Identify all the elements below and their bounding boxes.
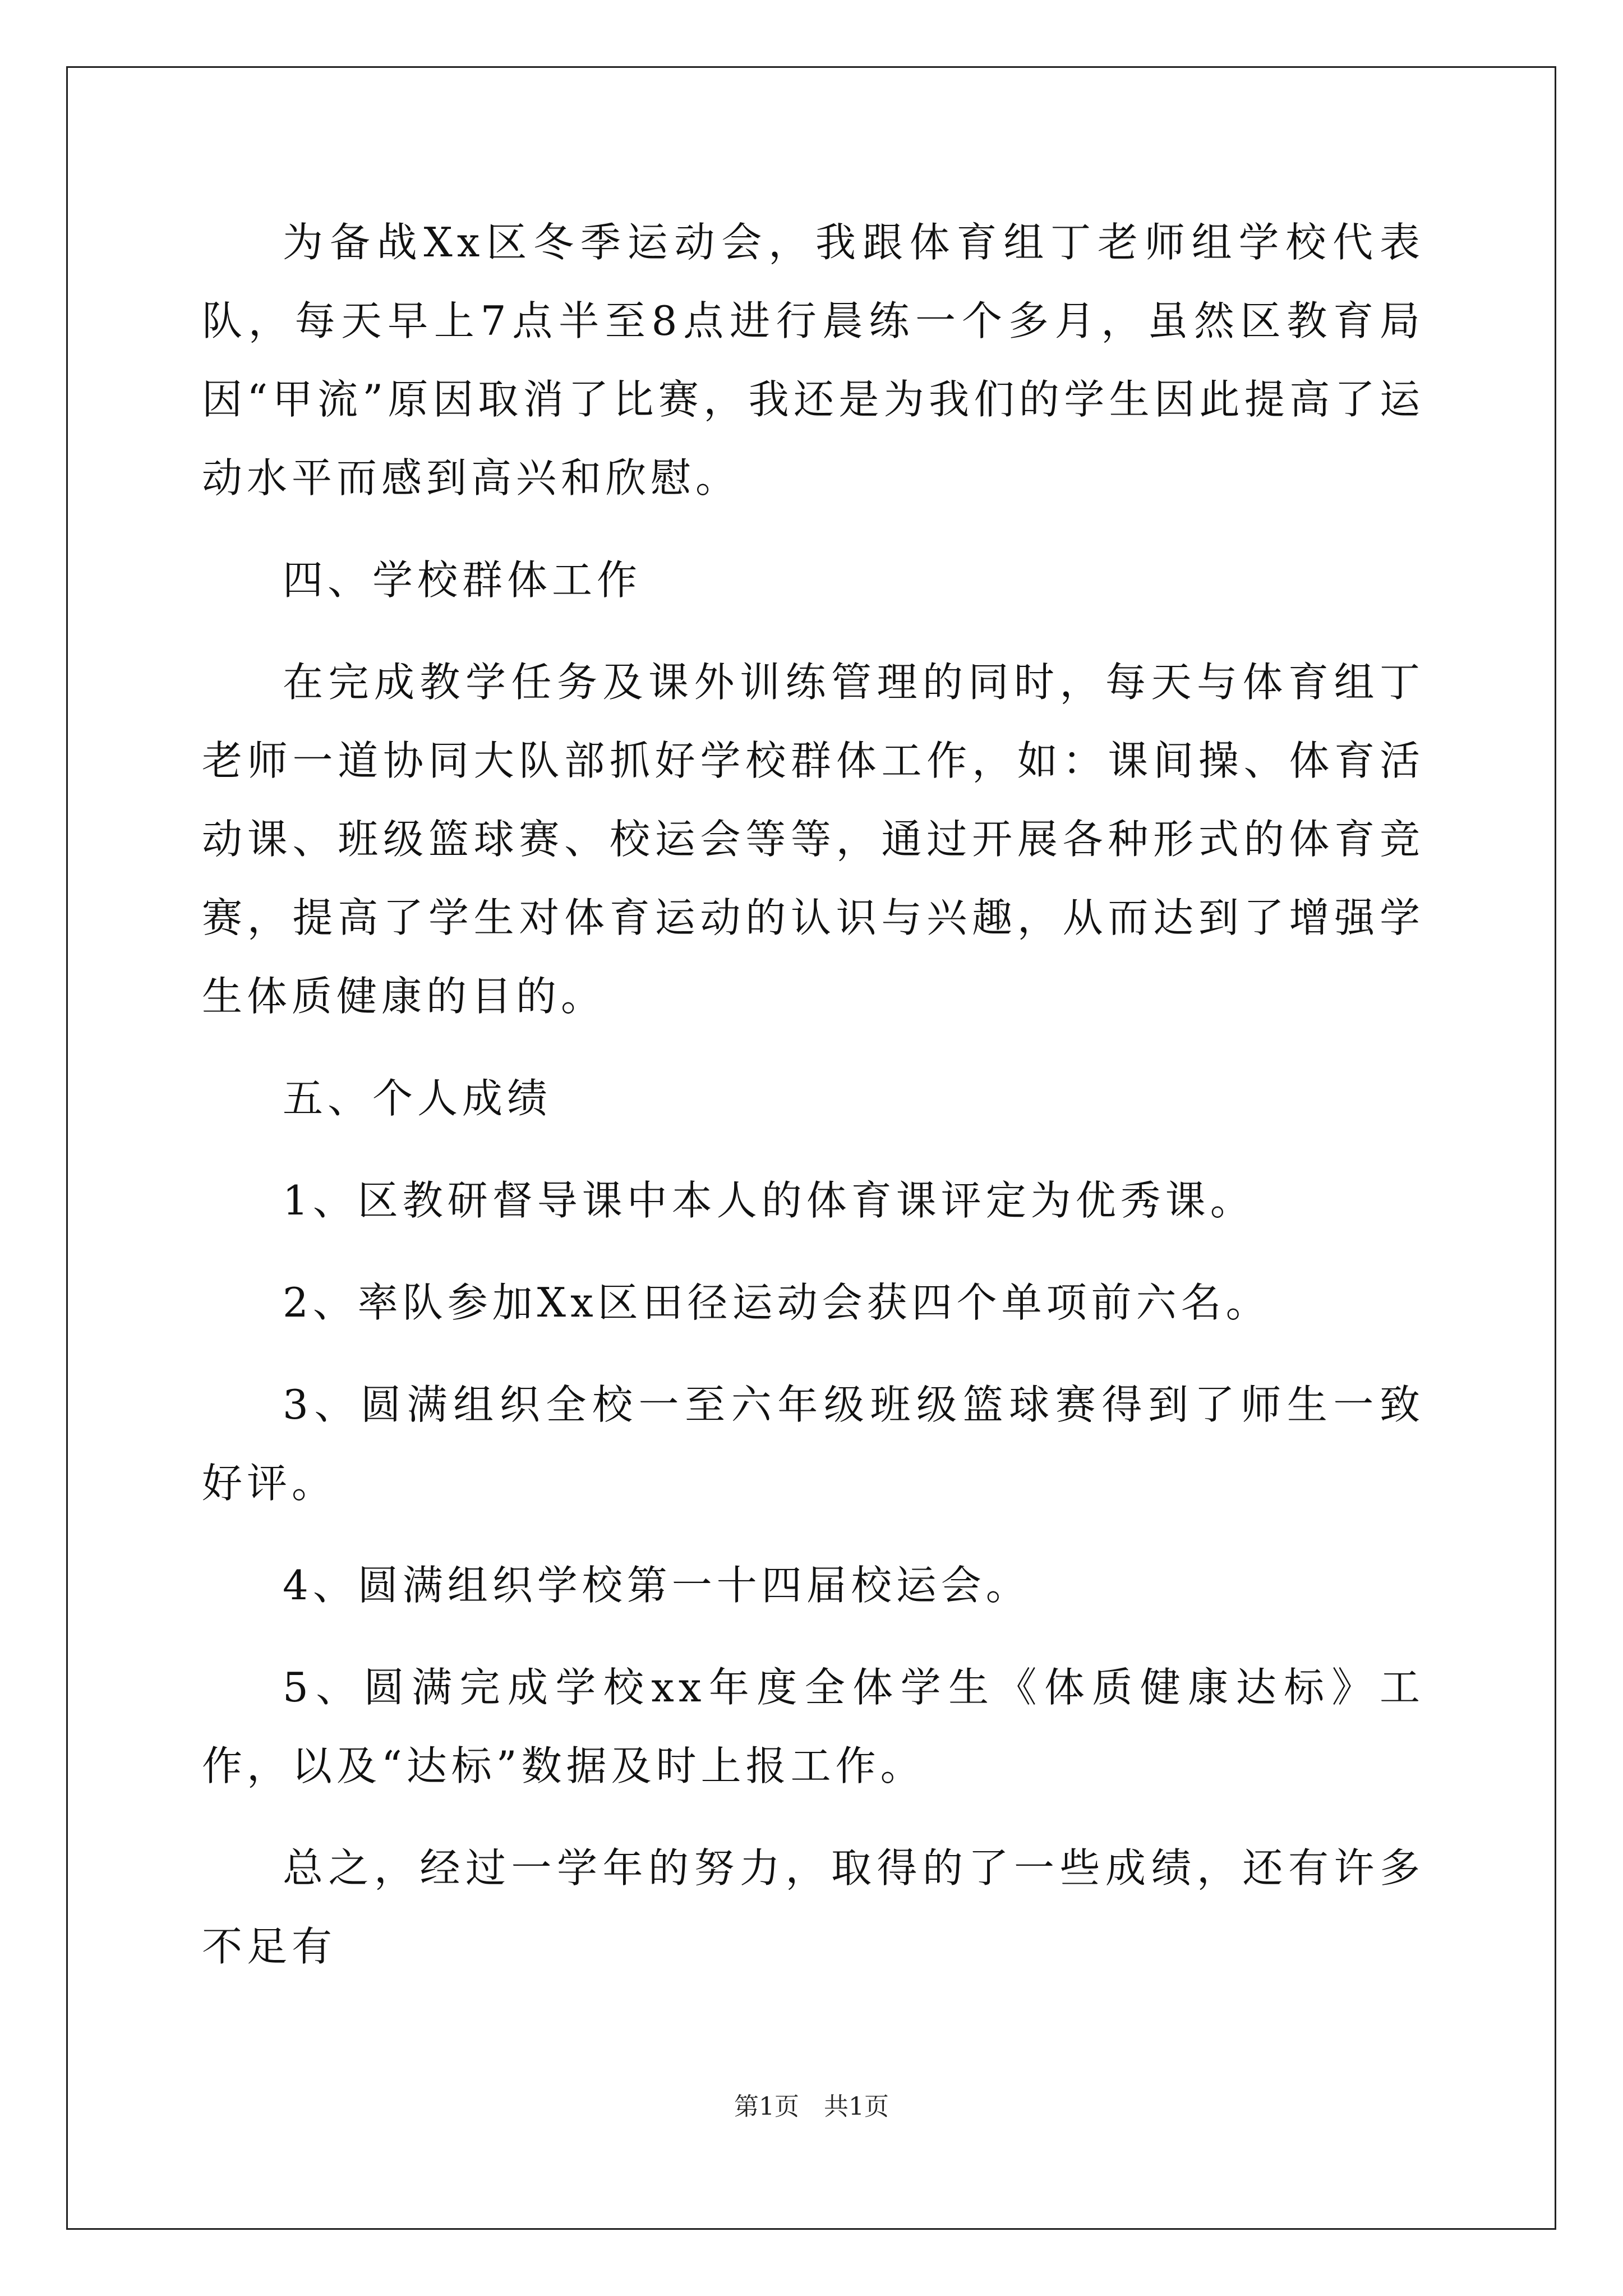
achievement-item-3: 3、圆满组织全校一至六年级班级篮球赛得到了师生一致好评。 xyxy=(202,1381,1424,1507)
achievement-item-4: 4、圆满组织学校第一十四届校运会。 xyxy=(283,1562,1031,1609)
paragraph-group-work: 在完成教学任务及课外训练管理的同时，每天与体育组丁老师一道协同大队部抓好学校群体工作，如：课间操、体育活动课、班级篮球赛、校运会等等，通过开展各种形式的体育竞赛，提高了学生对体育运动的认识与兴趣，从而达到了增强学生体质健康的目的。 xyxy=(202,659,1424,1020)
heading-personal-achievements: 五、个人成绩 xyxy=(283,1075,552,1122)
achievement-item-2: 2、率队参加Xx区田径运动会获四个单项前六名。 xyxy=(283,1279,1271,1326)
achievement-item-1: 1、区教研督导课中本人的体育课评定为优秀课。 xyxy=(283,1177,1255,1224)
heading-group-work: 四、学校群体工作 xyxy=(283,556,642,604)
document-body xyxy=(202,203,1424,2009)
paragraph-summary: 总之，经过一学年的努力，取得的了一些成绩，还有许多不足有 xyxy=(202,1844,1424,1970)
achievement-item-5: 5、圆满完成学校xx年度全体学生《体质健康达标》工作，以及“达标”数据及时上报工作。 xyxy=(202,1664,1424,1789)
paragraph-training: 为备战Xx区冬季运动会，我跟体育组丁老师组学校代表队，每天早上7点半至8点进行晨练一个多月，虽然区教育局因“甲流”原因取消了比赛，我还是为我们的学生因此提高了运动水平而感到高兴和欣慰。 xyxy=(202,219,1424,501)
page-number-footer: 第1页 共1页 xyxy=(734,2092,889,2121)
